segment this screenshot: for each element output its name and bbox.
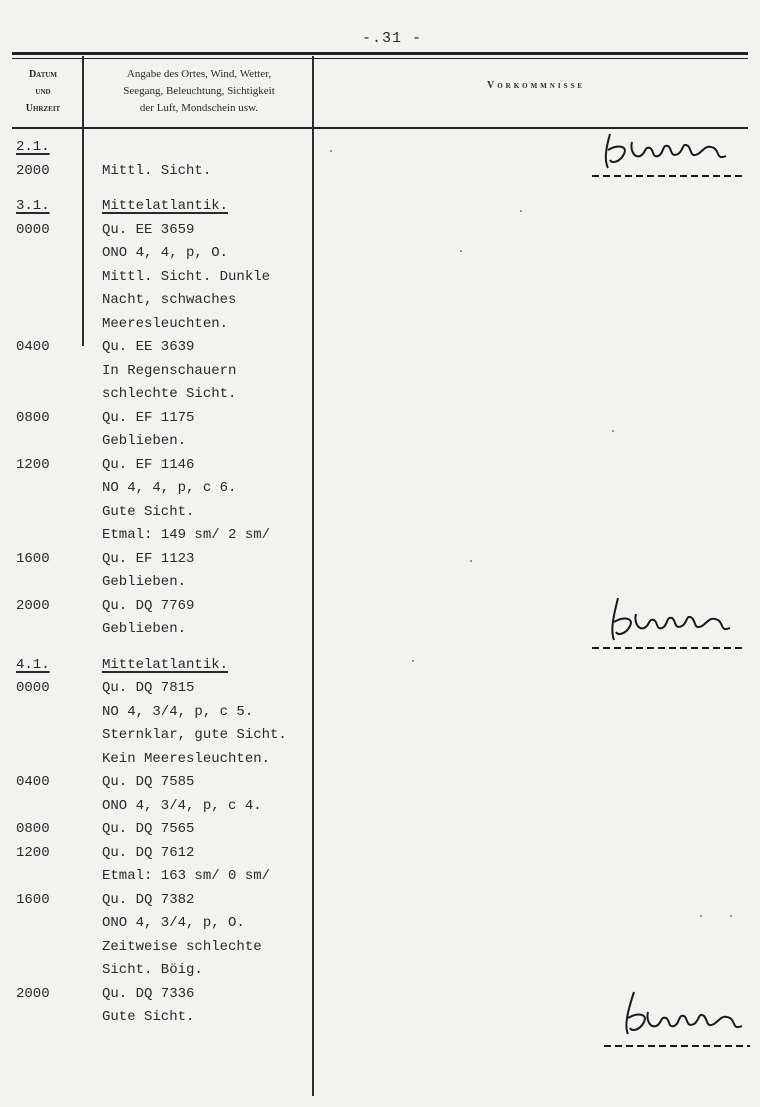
entry-text: Sicht. Böig. xyxy=(102,962,203,978)
entry-text: Mittelatlantik. xyxy=(102,198,229,214)
log-row xyxy=(0,501,760,524)
log-row xyxy=(0,219,760,242)
entry-text: Qu. DQ 7565 xyxy=(102,821,195,837)
header-top-rule xyxy=(12,52,748,55)
scan-speck xyxy=(612,430,614,432)
log-row xyxy=(0,912,760,935)
header-description-line: der Luft, Mondschein usw. xyxy=(139,102,259,114)
log-row xyxy=(0,266,760,289)
entry-text: In Regenschauern xyxy=(102,362,237,379)
log-row xyxy=(0,795,760,818)
entry-text: Sternklar, gute Sicht. xyxy=(102,727,287,743)
header-datum xyxy=(4,66,82,117)
header-description-line: Seegang, Beleuchtung, Sichtigkeit xyxy=(123,85,275,97)
scan-speck xyxy=(470,560,472,562)
entry-text: NO 4, 3/4, p, c 5. xyxy=(102,703,254,720)
scan-speck xyxy=(460,250,462,252)
entry-text: ONO 4, 3/4, p, O. xyxy=(102,915,245,931)
entry-time: 0800 xyxy=(16,821,50,837)
log-row xyxy=(0,477,760,500)
entry-date: 2.1. xyxy=(16,139,50,155)
scan-speck xyxy=(520,210,522,212)
header-datum-line: Uhrzeit xyxy=(25,103,61,114)
signature-block xyxy=(588,120,748,182)
entry-date: 3.1. xyxy=(16,198,50,214)
entry-time: 2000 xyxy=(16,985,50,1002)
entry-text: Nacht, schwaches xyxy=(102,292,237,308)
entry-text: Qu. EF 1175 xyxy=(102,409,195,426)
signature-icon xyxy=(588,120,748,182)
log-row xyxy=(0,818,760,841)
entry-time: 1600 xyxy=(16,891,50,908)
log-row xyxy=(0,959,760,982)
entry-text: Kein Meeresleuchten. xyxy=(102,750,271,767)
entry-text: Geblieben. xyxy=(102,433,187,449)
log-row xyxy=(0,289,760,312)
entry-text: Qu. DQ 7585 xyxy=(102,774,195,790)
entry-text: Qu. DQ 7336 xyxy=(102,985,195,1002)
log-row xyxy=(0,748,760,771)
scan-speck xyxy=(412,660,414,662)
entry-text: Geblieben. xyxy=(102,574,187,590)
log-row xyxy=(0,865,760,888)
log-row xyxy=(0,771,760,794)
entry-text: Mittl. Sicht. Dunkle xyxy=(102,268,271,285)
log-row xyxy=(0,313,760,336)
entry-time: 0800 xyxy=(16,409,50,426)
signature-icon xyxy=(588,592,748,654)
log-row xyxy=(0,889,760,912)
entry-text: ONO 4, 4, p, O. xyxy=(102,245,229,261)
entry-text: Meeresleuchten. xyxy=(102,315,229,332)
header-vorkommnisse: Vorkommnisse xyxy=(486,80,586,91)
entry-text: Qu. DQ 7612 xyxy=(102,844,195,861)
entry-date: 4.1. xyxy=(16,656,50,673)
log-row xyxy=(0,524,760,547)
log-row xyxy=(0,677,760,700)
entry-text: ONO 4, 3/4, p, c 4. xyxy=(102,797,262,814)
signature-icon xyxy=(594,988,754,1050)
scan-speck xyxy=(700,915,702,917)
entry-text: schlechte Sicht. xyxy=(102,386,237,402)
entry-time: 0000 xyxy=(16,221,50,238)
log-row xyxy=(0,571,760,594)
signature-block xyxy=(588,592,748,654)
log-row xyxy=(0,548,760,571)
header-description-line: Angabe des Ortes, Wind, Wetter, xyxy=(126,68,272,80)
log-row xyxy=(0,430,760,453)
entry-text: NO 4, 4, p, c 6. xyxy=(102,480,237,496)
log-row xyxy=(0,936,760,959)
entry-time: 1200 xyxy=(16,456,50,473)
entry-time: 1600 xyxy=(16,550,50,567)
entry-time: 0400 xyxy=(16,339,50,355)
entry-text: Mittelatlantik. xyxy=(102,656,229,673)
day-row xyxy=(0,654,760,677)
entry-text: Qu. EF 1146 xyxy=(102,456,195,473)
entry-text: Geblieben. xyxy=(102,621,187,637)
entry-text: Zeitweise schlechte xyxy=(102,938,262,955)
entry-text: Qu. EF 1123 xyxy=(102,550,195,567)
entry-time: 0000 xyxy=(16,680,50,696)
entry-time: 0400 xyxy=(16,774,50,790)
log-row xyxy=(0,336,760,359)
entry-time: 1200 xyxy=(16,844,50,861)
scan-speck xyxy=(330,150,332,152)
entry-text: Qu. DQ 7382 xyxy=(102,891,195,908)
log-row xyxy=(0,242,760,265)
entry-time: 2000 xyxy=(16,162,50,179)
entry-time: 2000 xyxy=(16,597,50,614)
page-number: -.31 - xyxy=(362,30,423,47)
entry-text: Mittl. Sicht. xyxy=(102,162,212,179)
entry-text: Qu. EE 3659 xyxy=(102,221,195,238)
log-row xyxy=(0,383,760,406)
scan-speck xyxy=(730,915,732,917)
log-row xyxy=(0,701,760,724)
entry-text: Etmal: 149 sm/ 2 sm/ xyxy=(102,527,271,543)
entry-text: Qu. EE 3639 xyxy=(102,339,195,355)
entry-text: Qu. DQ 7769 xyxy=(102,597,195,614)
header-description xyxy=(86,66,312,117)
log-row xyxy=(0,360,760,383)
entry-text: Gute Sicht. xyxy=(102,1009,195,1025)
entry-text: Qu. DQ 7815 xyxy=(102,680,195,696)
signature-block xyxy=(594,988,754,1050)
log-row xyxy=(0,407,760,430)
log-row xyxy=(0,842,760,865)
entry-text: Gute Sicht. xyxy=(102,503,195,520)
day-row xyxy=(0,195,760,218)
log-row xyxy=(0,454,760,477)
log-row xyxy=(0,724,760,747)
header-top-rule-thin xyxy=(12,58,748,59)
header-datum-line: Datum xyxy=(28,69,58,80)
entry-text: Etmal: 163 sm/ 0 sm/ xyxy=(102,868,271,884)
header-datum-line: und xyxy=(35,86,51,97)
